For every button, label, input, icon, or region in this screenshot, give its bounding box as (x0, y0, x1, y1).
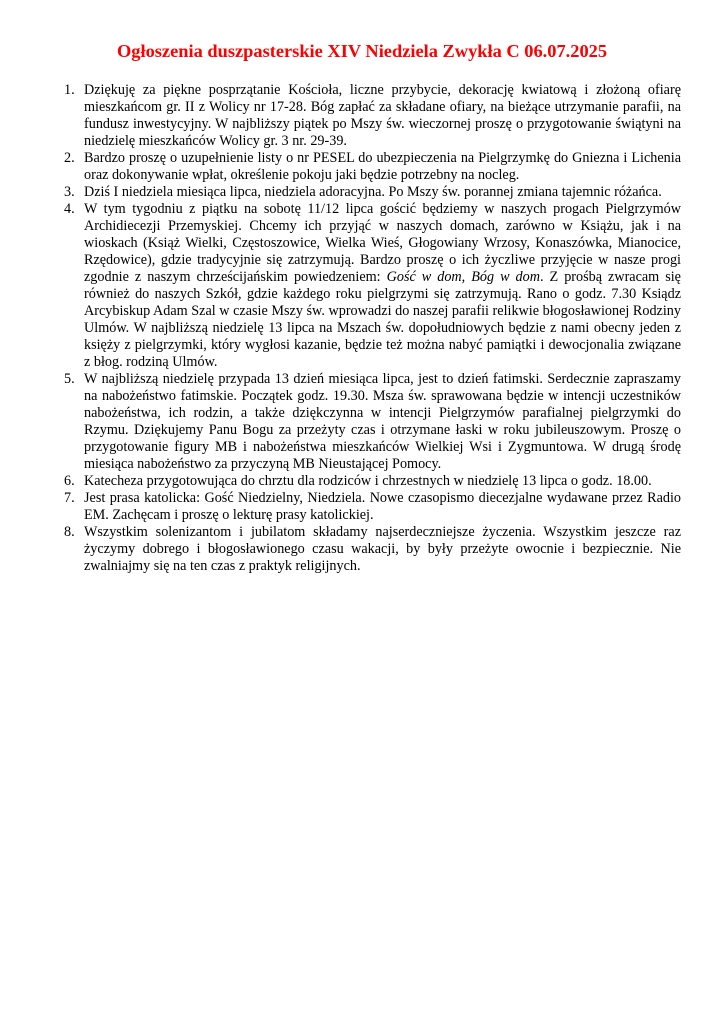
list-item (64, 201, 681, 371)
item-number: 4. (64, 201, 75, 217)
page-title: Ogłoszenia duszpasterskie XIV Niedziela Zwykła C 06.07.2025 (116, 41, 608, 61)
list-item (64, 150, 681, 184)
item-text: Dziś I niedziela miesiąca lipca, niedziela adoracyjna. Po Mszy św. porannej zmiana tajemnic różańca. (84, 184, 662, 200)
item-text-italic-quote: Gość w dom, Bóg w dom (386, 269, 540, 285)
item-text: Katecheza przygotowująca do chrztu dla rodziców i chrzestnych w niedzielę 13 lipca o godz. 18.00. (84, 473, 652, 489)
item-number: 2. (64, 150, 75, 166)
item-text: Bardzo proszę o uzupełnienie listy o nr PESEL do ubezpieczenia na Pielgrzymkę do Gniezna i Lichenia oraz dokonywanie wpłat, określenie pokoju jaki będzie potrzebny na nocleg. (84, 150, 681, 183)
list-item (64, 490, 681, 524)
item-number: 7. (64, 490, 75, 506)
list-item (64, 82, 681, 150)
item-number: 8. (64, 524, 75, 540)
item-text-before: W tym tygodniu z piątku na sobotę 11/12 lipca gościć będziemy w naszych progach Pielgrzymów Archidiecezji Przemyskiej. Chcemy ich przyjąć w naszych domach, zarówno w Książu, jak i na wioskach (Książ Wielki, Częstoszowice, Wielka Wieś, Głogowiany Wrzosy, Konaszówka, Mianocice, Rzędowice), gdzie tradycyjnie się zatrzymują. Bardzo proszę o ich życzliwe przyjęcie w nasze progi zgodnie z naszym chrześcijańskim powiedzeniem: (84, 201, 681, 285)
item-text: W najbliższą niedzielę przypada 13 dzień miesiąca lipca, jest to dzień fatimski. Serdecznie zapraszamy na nabożeństwo fatimskie. Początek godz. 19.30. Msza św. sprawowana będzie w intencji uczestników nabożeństwa, ich rodzin, a także dziękczynna w intencji Pielgrzymów parafialnej pielgrzymki do Rzymu. Dziękujemy Panu Bogu za przeżyty czas i otrzymane łaski w roku jubileuszowym. Proszę o przygotowanie figury MB i nabożeństwa mieszkańców Wielkiej Wsi i Zygmuntowa. W drugą środę miesiąca nabożeństwo za przyczyną MB Nieustającej Pomocy. (84, 371, 681, 472)
list-item (64, 473, 681, 490)
item-number: 5. (64, 371, 75, 387)
item-number: 1. (64, 82, 75, 98)
item-number: 3. (64, 184, 75, 200)
list-item (64, 184, 681, 201)
item-text: Jest prasa katolicka: Gość Niedzielny, Niedziela. Nowe czasopismo diecezjalne wydawane przez Radio EM. Zachęcam i proszę o lekturę prasy katolickiej. (84, 490, 681, 523)
announcements-list (64, 82, 681, 575)
item-text-after: . Z prośbą zwracam się również do naszych Szkół, gdzie każdego roku pielgrzymi się zatrzymują. Rano o godz. 7.30 Ksiądz Arcybiskup Adam Szal w czasie Mszy św. wprowadzi do naszej parafii relikwie błogosławionej Rodziny Ulmów. W najbliższą niedzielę 13 lipca na Mszach św. dopołudniowych będzie z nami obecny jeden z księży z pielgrzymki, który wygłosi kazanie, będzie też można nabyć pamiątki i dewocjonalia związane z błog. rodziną Ulmów. (84, 269, 681, 370)
list-item (64, 371, 681, 473)
item-text: Dziękuję za piękne posprzątanie Kościoła, liczne przybycie, dekorację kwiatową i złożoną ofiarę mieszkańcom gr. II z Wolicy nr 17-28. Bóg zapłać za składane ofiary, na bieżące utrzymanie parafii, na fundusz inwestycyjny. W najbliższy piątek po Mszy św. wieczornej proszę o przygotowanie świątyni na niedzielę mieszkańców Wolicy gr. 3 nr. 29-39. (84, 82, 681, 149)
item-text: Wszystkim solenizantom i jubilatom składamy najserdeczniejsze życzenia. Wszystkim jeszcze raz życzymy dobrego i błogosławionego czasu wakacji, by były przeżyte owocnie i bezpiecznie. Nie zwalniajmy się na ten czas z praktyk religijnych. (84, 524, 681, 574)
item-number: 6. (64, 473, 75, 489)
list-item (64, 524, 681, 575)
